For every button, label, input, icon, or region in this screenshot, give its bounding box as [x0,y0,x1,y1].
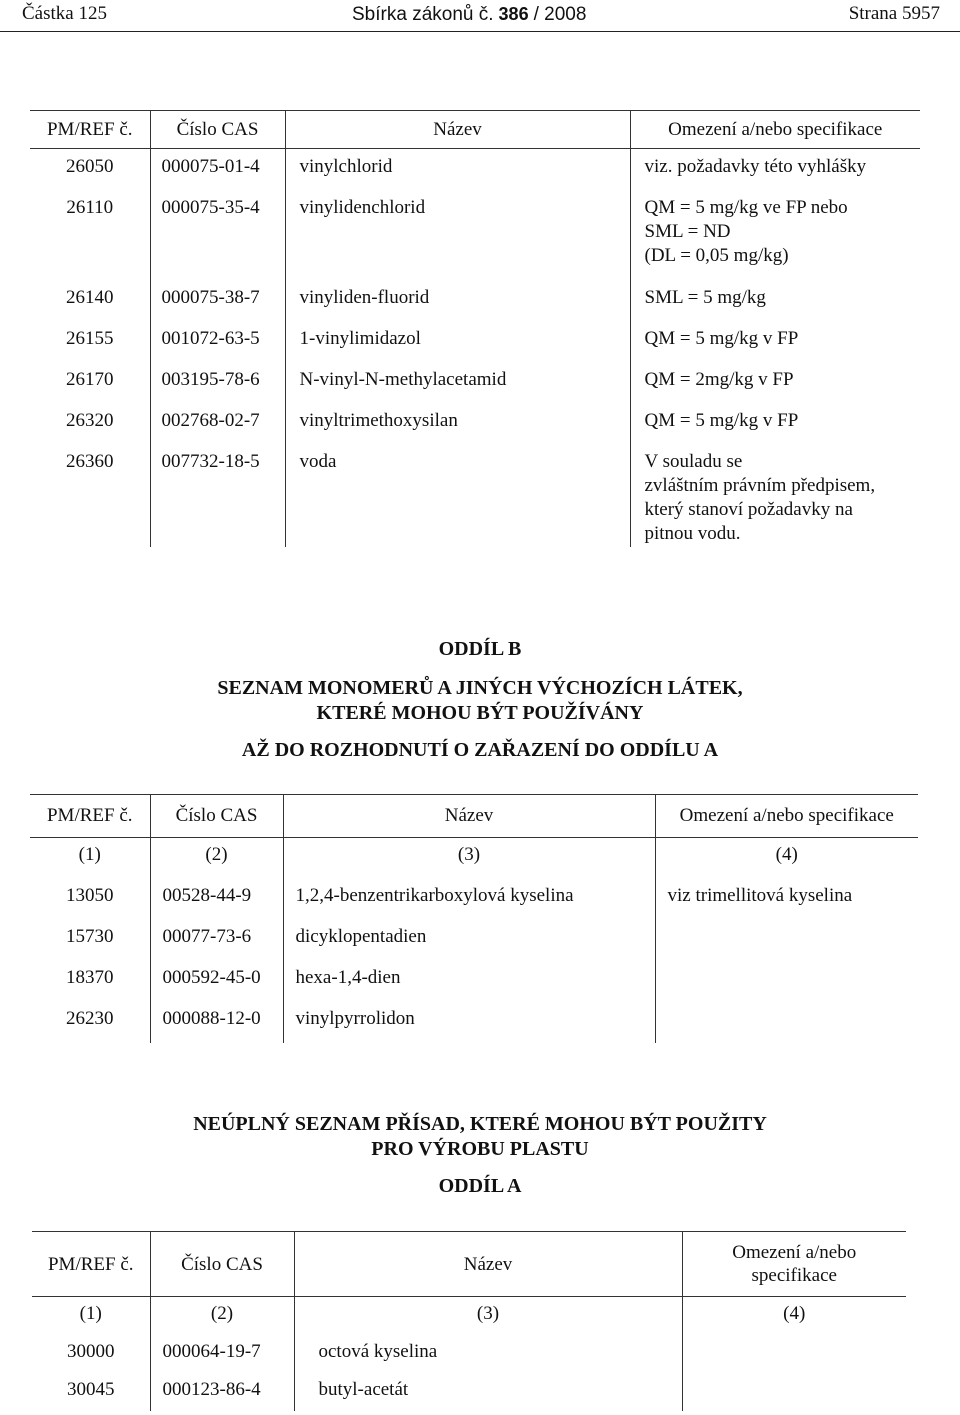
section-b-title-line3: AŽ DO ROZHODNUTÍ O ZAŘAZENÍ DO ODDÍLU A [241,739,719,761]
cas-cell: 000075-01-4 [150,149,285,190]
spec-cell: viz. požadavky této vyhlášky [630,149,920,190]
name-cell: vinylpyrrolidon [283,1002,655,1043]
ref-cell: 26050 [66,156,114,177]
name-cell: N-vinyl-N-methylacetamid [285,362,630,403]
issue-label: Částka 125 [22,3,107,24]
cas-cell: 000088-12-0 [150,1002,283,1043]
col-name-header: Název [285,111,630,149]
table-row [30,444,920,547]
spec-cell [682,1335,906,1373]
ref-cell: 26110 [66,196,114,218]
additives-title-line1: NEÚPLNÝ SEZNAM PŘÍSAD, KTERÉ MOHOU BÝT POUŽITY [193,1113,767,1135]
page-header [0,0,960,32]
collection-prefix: Sbírka zákonů č. [352,4,494,25]
col-spec-header: Omezení a/nebo specifikace [655,795,918,838]
spec-cell: QM = 5 mg/kg ve FP nebo SML = ND (DL = 0,05 mg/kg) [630,190,920,280]
ref-cell: 30000 [67,1340,115,1362]
column-number-row [30,838,918,879]
spec-cell [655,920,918,961]
additives-heading: ODDÍL A [438,1175,522,1197]
name-cell: 1-vinylimidazol [285,321,630,362]
spec-cell [655,1002,918,1043]
col-spec-header: Omezení a/nebo specifikace [682,1232,906,1297]
column-number-row [32,1297,906,1335]
name-cell: voda [285,444,630,547]
name-cell: butyl-acetát [294,1373,682,1411]
collection-label [352,4,586,26]
table-row [30,1002,918,1043]
ref-cell: 18370 [66,966,114,988]
name-cell: vinyltrimethoxysilan [285,403,630,444]
cas-cell: 001072-63-5 [150,321,285,362]
name-cell: vinylchlorid [285,149,630,190]
cas-cell: 000064-19-7 [150,1335,294,1373]
cas-cell: 003195-78-6 [150,362,285,403]
name-cell: vinylidenchlorid [285,190,630,280]
spec-cell: QM = 5 mg/kg v FP [630,321,920,362]
table-row [30,920,918,961]
column-number: (3) [294,1297,682,1335]
collection-number: 386 [498,4,529,24]
ref-cell: 30045 [67,1378,115,1400]
cas-cell: 000075-38-7 [150,280,285,321]
cas-cell: 000075-35-4 [150,190,285,280]
col-cas-header: Číslo CAS [150,795,283,838]
column-number: (4) [655,838,918,879]
table-row [30,403,920,444]
ref-cell: 26320 [66,409,114,431]
col-name-header: Název [294,1232,682,1297]
monomer-table-b [30,794,918,1043]
spec-cell [655,961,918,1002]
table-row [30,362,920,403]
cas-cell: 00528-44-9 [150,879,283,920]
table-header-row [30,795,918,838]
ref-cell: 26170 [66,368,114,390]
name-cell: 1,2,4-benzentrikarboxylová kyselina [283,879,655,920]
spec-cell: QM = 2mg/kg v FP [630,362,920,403]
section-b-heading: ODDÍL B [438,638,522,660]
table-row [32,1335,906,1373]
section-b-title-line1: SEZNAM MONOMERŮ A JINÝCH VÝCHOZÍCH LÁTEK, [217,677,743,699]
col-ref-header: PM/REF č. [46,118,133,140]
col-cas-header: Číslo CAS [150,1232,294,1297]
name-cell: hexa-1,4-dien [283,961,655,1002]
monomer-table-a [30,110,920,547]
spec-cell: V souladu se zvláštním právním předpisem, který stanoví požadavky na pitnou vodu. [630,444,920,547]
name-cell: vinyliden-fluorid [285,280,630,321]
column-number: (1) [78,844,101,865]
cas-cell: 000123-86-4 [150,1373,294,1411]
page-number: Strana 5957 [848,3,940,24]
column-number: (4) [682,1297,906,1335]
section-b-title-line2: KTERÉ MOHOU BÝT POUŽÍVÁNY [316,702,644,724]
name-cell: octová kyselina [294,1335,682,1373]
column-number: (1) [32,1297,150,1335]
table-row [30,321,920,362]
table-row [30,280,920,321]
col-ref-header: PM/REF č. [47,1253,134,1275]
ref-cell: 26140 [66,286,114,308]
name-cell: dicyklopentadien [283,920,655,961]
table-header-row [32,1232,906,1297]
spec-cell: viz trimellitová kyselina [655,879,918,920]
col-name-header: Název [283,795,655,838]
table-row [30,149,920,190]
table-row [30,961,918,1002]
ref-cell: 15730 [66,925,114,947]
column-number: (2) [150,838,283,879]
cas-cell: 000592-45-0 [150,961,283,1002]
ref-cell: 13050 [66,884,114,906]
ref-cell: 26360 [66,450,114,472]
spec-cell [682,1373,906,1411]
cas-cell: 002768-02-7 [150,403,285,444]
col-spec-header: Omezení a/nebo specifikace [630,111,920,149]
col-ref-header: PM/REF č. [46,805,133,826]
col-cas-header: Číslo CAS [150,111,285,149]
spec-cell: QM = 5 mg/kg v FP [630,403,920,444]
collection-year: / 2008 [533,4,587,25]
table-row [30,190,920,280]
additives-table [32,1231,906,1411]
ref-cell: 26230 [66,1007,114,1029]
table-row [30,879,918,920]
column-number: (2) [150,1297,294,1335]
table-header-row [30,111,920,149]
cas-cell: 00077-73-6 [150,920,283,961]
spec-cell: SML = 5 mg/kg [630,280,920,321]
column-number: (3) [283,838,655,879]
additives-title-line2: PRO VÝROBU PLASTU [371,1138,589,1160]
ref-cell: 26155 [66,327,114,349]
cas-cell: 007732-18-5 [150,444,285,547]
table-row [32,1373,906,1411]
